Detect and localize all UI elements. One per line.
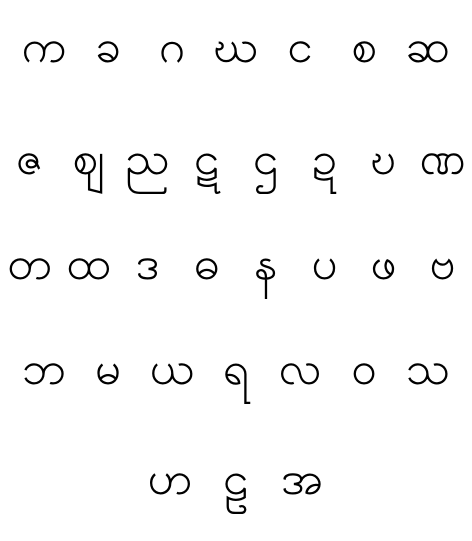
consonant-ha: ဟ [147, 451, 193, 505]
consonant-ta: တ [7, 236, 52, 290]
consonant-hta: ထ [66, 236, 111, 290]
consonant-la: လ [278, 341, 322, 395]
consonant-tta: ဋ [193, 131, 220, 185]
consonant-ya: ယ [149, 341, 195, 395]
consonant-nga: င [287, 19, 313, 73]
consonant-ma: မ [94, 341, 122, 395]
consonant-kha: ခ [95, 19, 121, 73]
consonant-pa: ပ [311, 236, 338, 290]
consonant-a: အ [280, 451, 324, 505]
consonant-dha: ဓ [193, 236, 220, 290]
consonant-ba: ဗ [429, 236, 456, 290]
consonant-nna: ဏ [419, 131, 466, 185]
consonant-na: န [253, 236, 278, 290]
consonant-zha: ဈ [72, 131, 105, 185]
consonant-lla: ဠ [222, 451, 250, 505]
consonant-row-3 [0, 223, 472, 303]
consonant-ga: ဂ [158, 19, 186, 73]
consonant-hsa: ဆ [405, 19, 451, 73]
consonant-wa: ဝ [351, 341, 377, 395]
consonant-ka: က [21, 19, 67, 73]
consonant-dda: ဍ [311, 131, 338, 185]
consonant-ddha: ဎ [370, 131, 397, 185]
consonant-row-1 [0, 6, 472, 86]
consonant-za: ဇ [15, 131, 44, 185]
consonant-bha: ဘ [21, 341, 67, 395]
consonant-da: ဒ [135, 236, 160, 290]
consonant-row-2 [0, 118, 472, 198]
consonant-nya: ည [125, 131, 170, 185]
consonant-pha: ဖ [370, 236, 397, 290]
consonant-ttha: ဌ [252, 131, 279, 185]
consonant-gha: ဃ [213, 19, 259, 73]
consonant-sa: စ [351, 19, 377, 73]
consonant-ra: ရ [222, 341, 250, 395]
consonant-row-4 [0, 328, 472, 408]
consonant-row-5 [0, 438, 472, 518]
consonant-tha: သ [405, 341, 451, 395]
